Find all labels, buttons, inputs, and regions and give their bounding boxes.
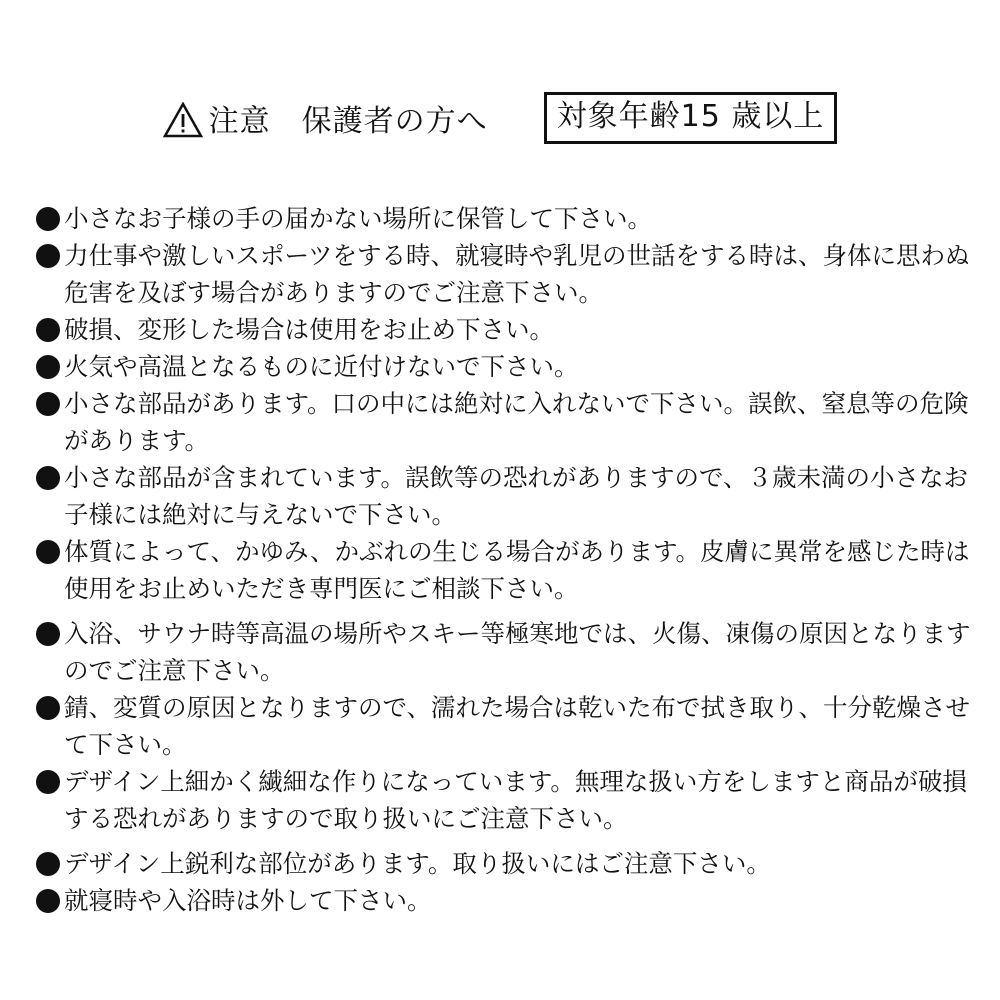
notice-text: 体質によって、かゆみ、かぶれの生じる場合があります。皮膚に異常を感じた時は使用をお止めいただき専門医にご相談下さい。 [64,537,970,603]
notice-item [36,200,976,237]
notice-item [36,615,976,689]
notice-text: デザイン上細かく繊細な作りになっています。無理な扱い方をしますと商品が破損する恐れがありますので取り扱いにご注意下さい。 [64,767,967,833]
bullet-icon [36,852,60,876]
notice-text: 就寝時や入浴時は外して下さい。 [64,886,432,915]
notice-list [36,200,976,919]
notice-text: 小さな部品があります。口の中には絶対に入れないで下さい。誤飲、窒息等の危険があります。 [64,389,969,455]
notice-text: 火気や高温となるものに近付けないで下さい。 [64,352,579,381]
notice-item [36,689,976,763]
bullet-icon [36,770,60,794]
bullet-icon [36,889,60,913]
notice-text: デザイン上鋭利な部位があります。取り扱いにはご注意下さい。 [64,849,771,878]
bullet-icon [36,207,60,231]
notice-text: 小さなお子様の手の届かない場所に保管して下さい。 [64,204,652,233]
bullet-icon [36,392,60,416]
notice-text: 錆、変質の原因となりますので、濡れた場合は乾いた布で拭き取り、十分乾燥させて下さい。 [64,693,971,759]
bullet-icon [36,355,60,379]
bullet-icon [36,318,60,342]
notice-item [36,348,976,385]
warning-header [0,92,1000,144]
bullet-icon [36,696,60,720]
bullet-icon [36,540,60,564]
notice-item [36,459,976,533]
warning-triangle-icon [163,102,203,138]
notice-text: 破損、変形した場合は使用をお止め下さい。 [64,315,554,344]
notice-item [36,311,976,348]
notice-item [36,385,976,459]
notice-text: 入浴、サウナ時等高温の場所やスキー等極寒地では、火傷、凍傷の原因となりますのでご注意下さい。 [64,619,971,685]
notice-item [36,237,976,311]
notice-item [36,845,976,882]
age-notice-box: 対象年齢15 歳以上 [544,92,838,144]
bullet-icon [36,466,60,490]
notice-item [36,882,976,919]
bullet-icon [36,244,60,268]
bullet-icon [36,622,60,646]
notice-item [36,763,976,837]
warning-title: 注意 保護者の方へ [208,104,488,139]
notice-text: 力仕事や激しいスポーツをする時、就寝時や乳児の世話をする時は、身体に思わぬ危害を及ぼす場合がありますのでご注意下さい。 [64,241,970,307]
notice-text: 小さな部品が含まれています。誤飲等の恐れがありますので、３歳未満の小さなお子様には絶対に与えないで下さい。 [64,463,969,529]
notice-item [36,533,976,607]
